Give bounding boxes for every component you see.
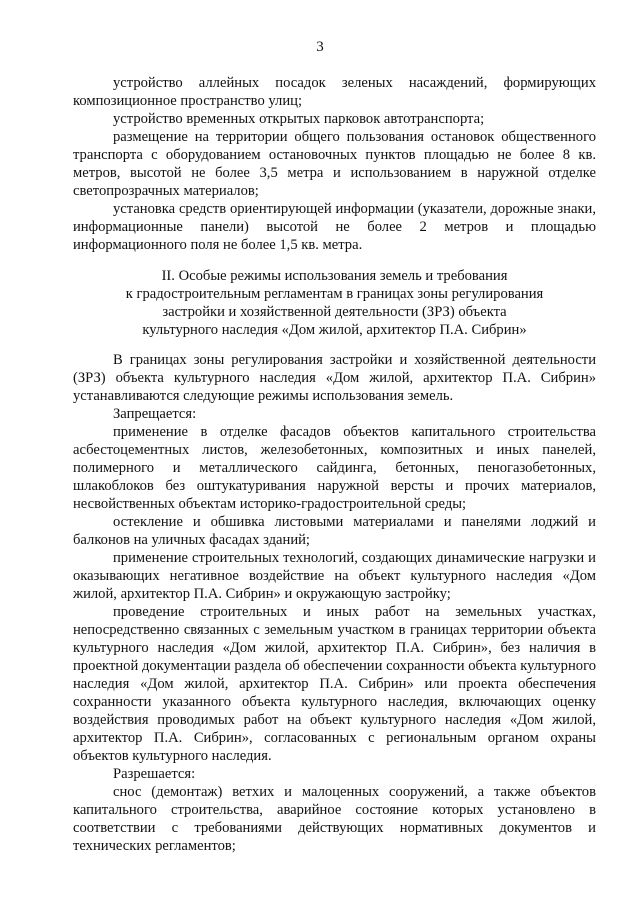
- section-body: [73, 351, 596, 855]
- page-number: 3: [316, 39, 324, 55]
- intro-list: [73, 74, 596, 254]
- section-heading-line: к градостроительным регламентам в границах зоны регулирования: [125, 286, 544, 302]
- section-heading-line: II. Особые режимы использования земель и требования: [161, 268, 508, 284]
- paragraph: применение в отделке фасадов объектов капитального строительства асбестоцементных листов, железобетонных, композитных и иных панелей, полимерного и металлического сайдинга, бетонных, пеногазобетонных, шлакоблоков без оштукатуривания наружной версты и прочих материалов, несвойственных объектам историко-градостроительной среды;: [73, 424, 596, 512]
- section-heading-line: культурного наследия «Дом жилой, архитектор П.А. Сибрин»: [142, 322, 527, 338]
- section-heading-line: застройки и хозяйственной деятельности (ЗРЗ) объекта: [162, 304, 507, 320]
- paragraph: снос (демонтаж) ветхих и малоценных сооружений, а также объектов капитального строительства, аварийное состояние которых установлено в соответствии с требованиями действующих нормативных документов и технических регламентов;: [73, 784, 596, 854]
- paragraph: установка средств ориентирующей информации (указатели, дорожные знаки, информационные панели) высотой не более 2 метров и площадью информационного поля не более 1,5 кв. метра.: [73, 201, 596, 253]
- paragraph: остекление и обшивка листовыми материалами и панелями лоджий и балконов на уличных фасадах зданий;: [73, 514, 596, 548]
- paragraph: применение строительных технологий, создающих динамические нагрузки и оказывающих негативное воздействие на объект культурного наследия «Дом жилой, архитектор П.А. Сибрин» и окружающую застройку;: [73, 550, 596, 602]
- section-heading: [73, 267, 596, 339]
- paragraph: В границах зоны регулирования застройки и хозяйственной деятельности (ЗРЗ) объекта культурного наследия «Дом жилой, архитектор П.А. Сибрин» устанавливаются следующие режимы использования земель.: [73, 352, 596, 404]
- paragraph: проведение строительных и иных работ на земельных участках, непосредственно связанных с земельным участком в границах территории объекта культурного наследия «Дом жилой, архитектор П.А. Сибрин», без наличия в проектной документации раздела об обеспечении сохранности объекта культурного наследия «Дом жилой, архитектор П.А. Сибрин» или проекта обеспечения сохранности указанного объекта культурного наследия, включающих оценку воздействия проводимых работ на объект культурного наследия «Дом жилой, архитектор П.А. Сибрин», согласованных с региональным органом охраны объектов культурного наследия.: [73, 604, 596, 764]
- paragraph: устройство аллейных посадок зеленых насаждений, формирующих композиционное пространство улиц;: [73, 75, 596, 109]
- paragraph: размещение на территории общего пользования остановок общественного транспорта с оборудованием остановочных пунктов площадью не более 8 кв. метров, высотой не более 3,5 метра и использованием в наружной отделке светопрозрачных материалов;: [73, 129, 596, 199]
- paragraph-label-prohibited: Запрещается:: [113, 406, 197, 422]
- paragraph: устройство временных открытых парковок автотранспорта;: [113, 111, 485, 127]
- paragraph-label-allowed: Разрешается:: [113, 766, 196, 782]
